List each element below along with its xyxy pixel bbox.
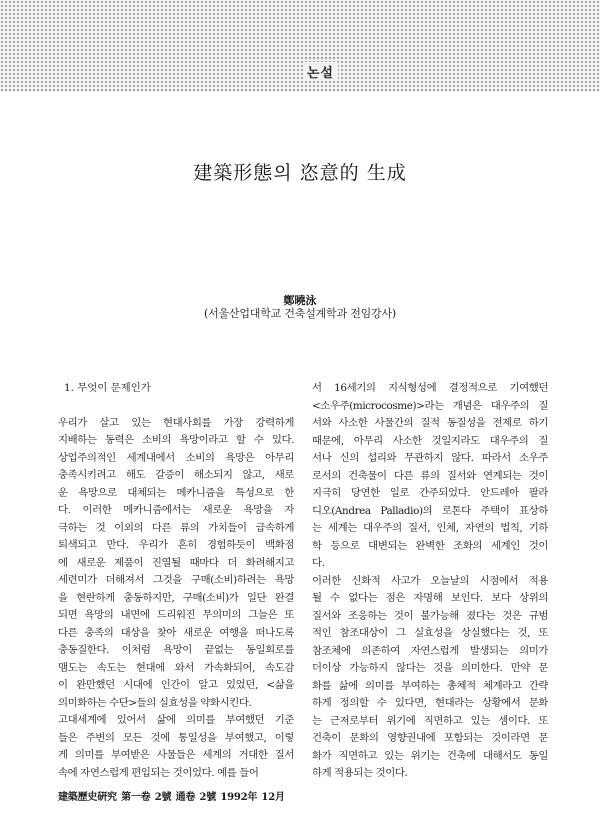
author-affiliation: (서울산업대학교 건축설계학과 전임강사) [203, 307, 397, 320]
text-line: 이러한 신화적 사고가 오늘날의 시점에서 적용 [312, 574, 548, 587]
text-line: <소우주(microcosme)>라는 개념은 대우주의 질 [312, 399, 548, 412]
text-line: 에 새로운 제품이 진열될 때마다 더 화려해지고 [58, 556, 294, 569]
right-column [312, 380, 548, 783]
text-line: 세련미가 더해져서 그것을 구매(소비)하려는 욕망 [58, 574, 294, 586]
text-line: 서 16세기의 지식형성에 결정적으로 기여했던 [312, 382, 548, 394]
text-line: 건축이 문화의 영향권내에 포함되는 것이라면 문 [312, 732, 548, 744]
text-line: 하게 적용되는 것이다. [312, 767, 408, 779]
text-line: 다. 이러한 메카니즘에서는 새로운 욕망을 자 [58, 504, 294, 516]
text-line: 는 근저로부터 위기에 직면하고 있는 셈이다. 또 [312, 714, 548, 727]
text-line: 질서와 조응하는 것이 불가능해 졌다는 것은 규범 [312, 609, 548, 622]
text-line: 지극히 당연한 일로 간주되었다. 안드레아 팔라 [312, 487, 548, 499]
text-line: 서와 사소한 사물간의 질적 동질성을 전제로 하기 [312, 417, 548, 429]
text-line: 될 수 없다는 점은 자명해 보인다. 보다 상위의 [312, 592, 548, 604]
text-line: 우리가 살고 있는 현대사회를 가장 강력하게 [58, 416, 294, 429]
text-line: 화를 삶에 의미를 부여하는 총체적 체계라고 간략 [312, 679, 548, 692]
text-line: 되면 욕망의 내면에 드리워진 무의미의 그늘은 또 [58, 609, 294, 621]
right-column-body [312, 380, 548, 783]
text-line: 충족시키려고 해도 갈증이 해소되지 않고, 새로 [58, 469, 294, 481]
header-dot-band [0, 0, 600, 92]
text-line: 맴도는 속도는 현대에 와서 가속화되어, 속도감 [58, 661, 294, 674]
text-line: 충동질한다. 이처럼 욕망이 끝없는 동일회로를 [58, 644, 294, 656]
section-label: 논설 [303, 62, 338, 81]
text-line: 참조체에 의존하여 자연스럽게 발생되는 의미가 [312, 644, 548, 657]
text-line: 다른 충족의 대상을 찾아 새로운 여행을 떠나도록 [58, 626, 294, 639]
text-line: 게 의미를 부여받은 사물들은 세계의 거대한 질서 [58, 749, 294, 761]
section-heading: 1. 무엇이 문제인가 [64, 382, 151, 394]
text-line: 속에 자연스럽게 편입되는 것이었다. 예를 들어 [58, 766, 259, 779]
text-line: 화가 직면하고 있는 위기는 건축에 대해서도 동일 [312, 749, 548, 762]
text-line: 을 현란하게 충동하지만, 구매(소비)가 일단 완결 [58, 591, 294, 604]
text-line: 하게 정의할 수 있다면, 현대라는 상황에서 문화 [312, 697, 548, 709]
left-column-body [58, 415, 294, 783]
text-line: 이 완만했던 시대에 인간이 알고 있었던, <삶을 [58, 679, 294, 691]
text-line: 때문에, 아무리 사소한 것일지라도 대우주의 질 [312, 434, 548, 447]
text-line: 다. [312, 557, 325, 569]
text-line: 서나 신의 섭리와 무관하지 않다. 따라서 소우주 [312, 452, 548, 464]
text-line: 더이상 가능하지 않다는 것을 의미한다. 만약 문 [312, 662, 548, 674]
text-line: 는 세계는 대우주의 질서, 인체, 자연의 법칙, 기하 [312, 522, 548, 534]
text-line: 고대세계에 있어서 삶에 의미를 부여했던 기준 [58, 714, 294, 726]
text-line: 지배하는 동력은 소비의 욕망이라고 할 수 있다. [58, 434, 294, 446]
author-name: 鄭曉泳 [283, 294, 317, 307]
journal-citation: 建築歷史硏究 第一卷 2號 通卷 2號 1992年 12月 [58, 792, 285, 803]
text-line: 운 욕망으로 대체되는 메카니즘을 특성으로 한 [58, 486, 294, 499]
text-line: 들은 주변의 모든 것에 통일성을 부여했고, 이렇 [58, 731, 294, 744]
article-title: 建築形態의 恣意的 生成 [193, 162, 407, 184]
text-line: 로서의 건축물이 다른 류의 질서와 연계되는 것이 [312, 469, 548, 482]
text-line: 적인 참조대상이 그 실효성을 상실했다는 것, 또 [312, 627, 548, 639]
text-line: 퇴색되고 만다. 우리가 흔히 경험하듯이 백화점 [58, 539, 294, 551]
text-line: 학 등으로 대변되는 완벽한 조화의 세계인 것이 [312, 539, 548, 552]
text-line: 의미화하는 수단>들의 실효성을 약화시킨다. [58, 696, 252, 709]
text-line: 디오(Andrea Palladio)의 로톤다 주택이 표상하 [312, 504, 548, 517]
text-line: 상업주의적인 세계내에서 소비의 욕망은 아무리 [58, 451, 294, 464]
text-line: 극하는 것 이외의 다른 류의 가치들이 급속하게 [58, 521, 294, 534]
left-column [58, 380, 294, 782]
